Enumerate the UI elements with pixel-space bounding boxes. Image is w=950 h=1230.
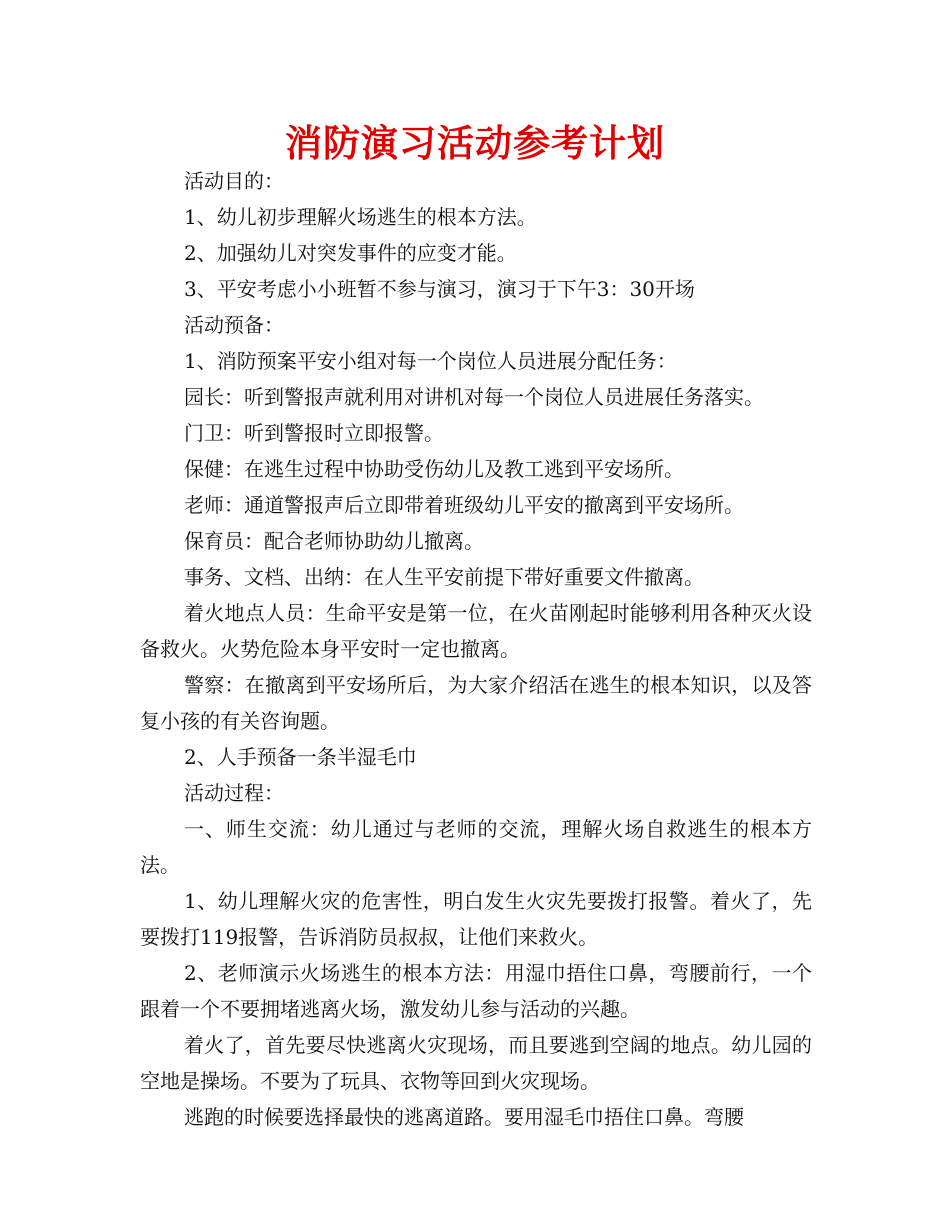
paragraph: 园长：听到警报声就利用对讲机对每一个岗位人员进展任务落实。 (184, 385, 764, 409)
paragraph: 1、幼儿理解火灾的危害性，明白发生火灾先要拨打报警。着火了，先要拨打119报警，告诉消防员叔叔，让他们来救火。 (140, 889, 812, 949)
paragraph: 事务、文档、出纳：在人生平安前提下带好重要文件撤离。 (184, 565, 704, 589)
document-body (140, 163, 812, 1135)
paragraph: 1、幼儿初步理解火场逃生的根本方法。 (184, 205, 537, 229)
paragraph: 逃跑的时候要选择最快的逃离道路。要用湿毛巾捂住口鼻。弯腰 (184, 1105, 744, 1129)
paragraph: 活动预备： (184, 313, 284, 337)
paragraph: 保健：在逃生过程中协助受伤幼儿及教工逃到平安场所。 (184, 457, 684, 481)
paragraph: 着火地点人员：生命平安是第一位，在火苗刚起时能够利用各种灭火设备救火。火势危险本身平安时一定也撤离。 (140, 601, 812, 661)
paragraph: 2、老师演示火场逃生的根本方法：用湿巾捂住口鼻，弯腰前行，一个跟着一个不要拥堵逃离火场，激发幼儿参与活动的兴趣。 (140, 961, 812, 1021)
paragraph: 一、师生交流：幼儿通过与老师的交流，理解火场自救逃生的根本方法。 (140, 817, 812, 877)
paragraph: 老师：通道警报声后立即带着班级幼儿平安的撤离到平安场所。 (184, 493, 744, 517)
paragraph: 保育员：配合老师协助幼儿撤离。 (184, 529, 484, 553)
paragraph: 警察：在撤离到平安场所后，为大家介绍活在逃生的根本知识，以及答复小孩的有关咨询题。 (140, 673, 812, 733)
paragraph: 活动目的： (184, 169, 284, 193)
paragraph: 3、平安考虑小小班暂不参与演习，演习于下午3：30开场 (184, 277, 695, 301)
paragraph: 门卫：听到警报时立即报警。 (184, 421, 444, 445)
paragraph: 活动过程： (184, 781, 284, 805)
document-title: 消防演习活动参考计划 (285, 122, 665, 165)
paragraph: 1、消防预案平安小组对每一个岗位人员进展分配任务： (184, 349, 677, 373)
paragraph: 2、加强幼儿对突发事件的应变才能。 (184, 241, 517, 265)
paragraph: 2、人手预备一条半湿毛巾 (184, 745, 417, 769)
paragraph: 着火了，首先要尽快逃离火灾现场，而且要逃到空阔的地点。幼儿园的空地是操场。不要为了玩具、衣物等回到火灾现场。 (140, 1033, 812, 1093)
